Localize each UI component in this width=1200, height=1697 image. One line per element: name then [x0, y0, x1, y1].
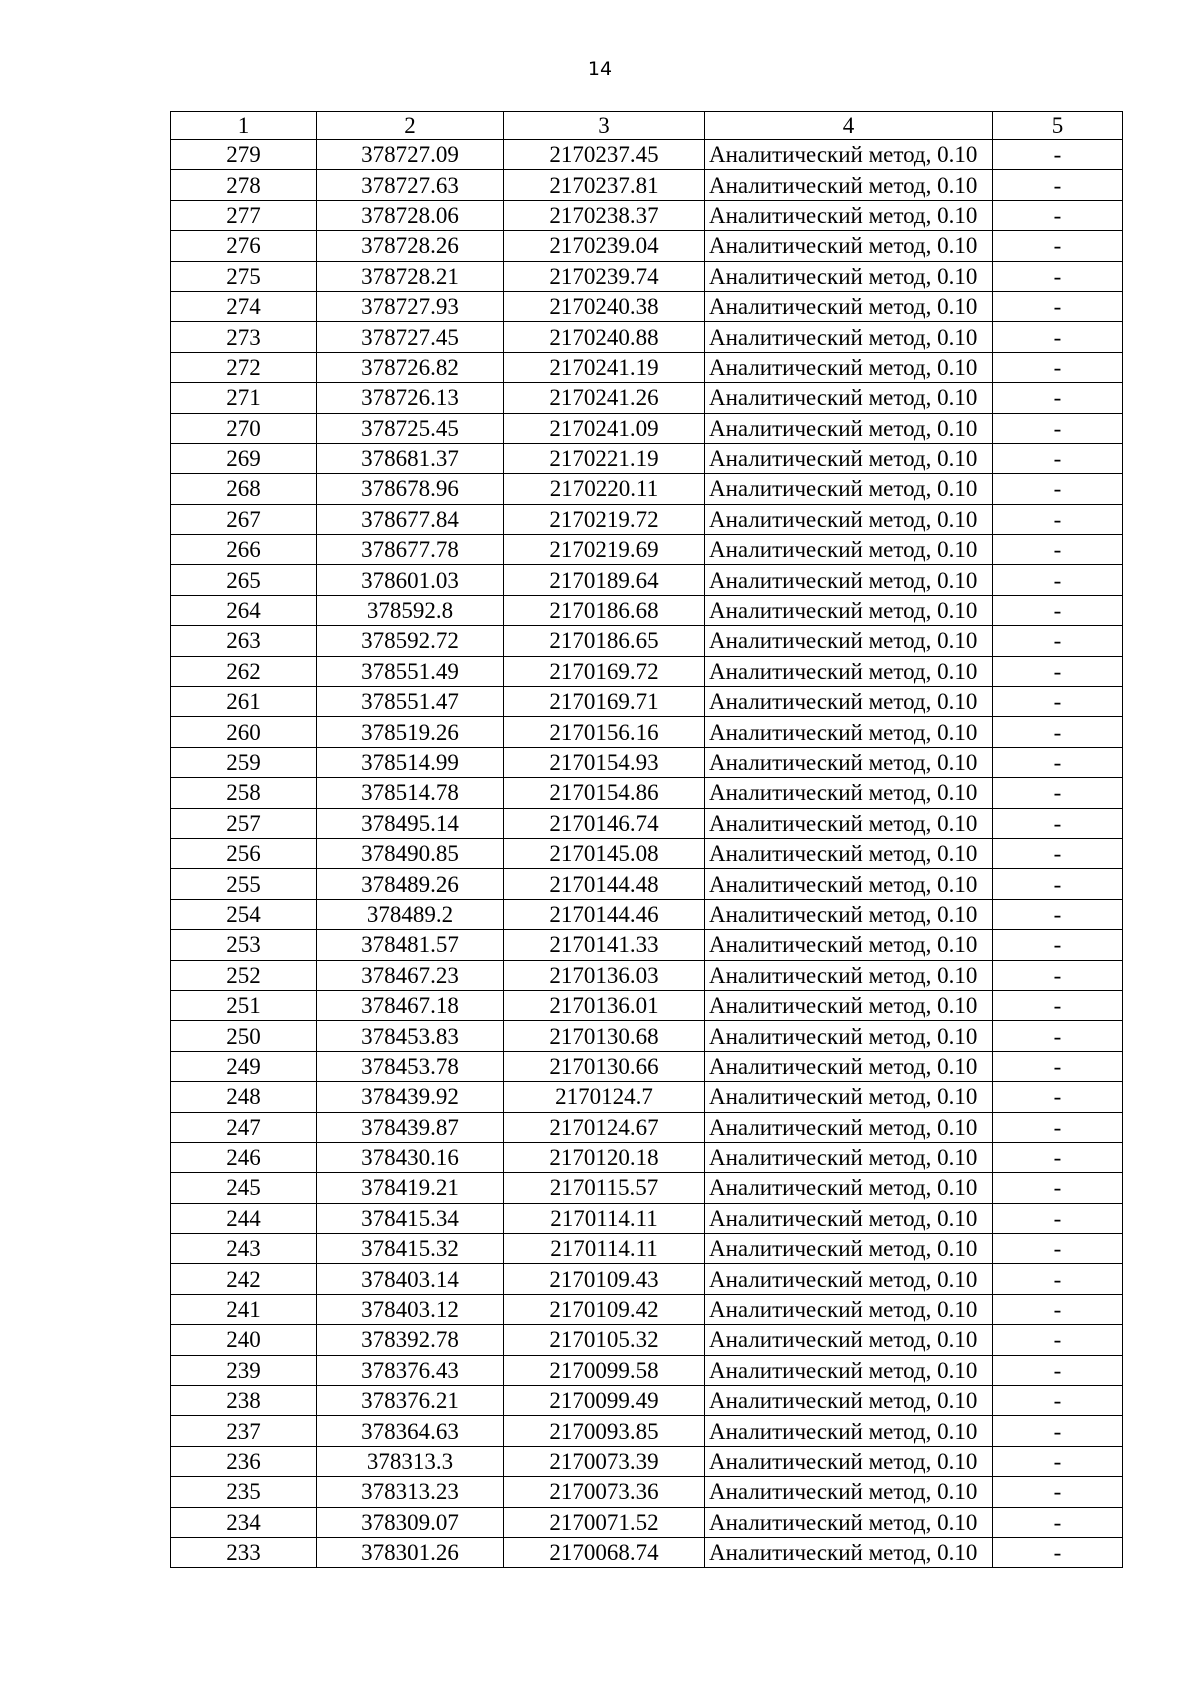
table-cell: 378551.47 — [317, 687, 504, 717]
table-row — [171, 838, 1123, 868]
page-number: 14 — [587, 58, 613, 80]
table-cell: 266 — [171, 535, 317, 565]
table-cell: - — [993, 1537, 1123, 1567]
table-row — [171, 1203, 1123, 1233]
table-cell: 378678.96 — [317, 474, 504, 504]
table-cell: 257 — [171, 808, 317, 838]
table-cell: 2170115.57 — [504, 1173, 705, 1203]
table-cell: 262 — [171, 656, 317, 686]
table-cell: - — [993, 565, 1123, 595]
table-cell: 2170130.66 — [504, 1051, 705, 1081]
table-cell: - — [993, 504, 1123, 534]
table-cell: 378392.78 — [317, 1325, 504, 1355]
table-row — [171, 869, 1123, 899]
table-cell: 378415.32 — [317, 1234, 504, 1264]
table-cell: 378481.57 — [317, 930, 504, 960]
table-cell: 2170144.48 — [504, 869, 705, 899]
table-cell: 258 — [171, 778, 317, 808]
table-cell: 378489.2 — [317, 899, 504, 929]
table-cell: - — [993, 1264, 1123, 1294]
table-cell: 378519.26 — [317, 717, 504, 747]
table-row — [171, 291, 1123, 321]
table-cell: Аналитический метод, 0.10 — [705, 1112, 993, 1142]
table-cell: Аналитический метод, 0.10 — [705, 140, 993, 170]
table-cell: Аналитический метод, 0.10 — [705, 291, 993, 321]
table-cell: Аналитический метод, 0.10 — [705, 808, 993, 838]
table-cell: - — [993, 687, 1123, 717]
table-row — [171, 1082, 1123, 1112]
table-cell: - — [993, 1507, 1123, 1537]
table-cell: Аналитический метод, 0.10 — [705, 1507, 993, 1537]
table-cell: 271 — [171, 383, 317, 413]
table-cell: 2170120.18 — [504, 1142, 705, 1172]
table-cell: 2170109.43 — [504, 1264, 705, 1294]
table-cell: 2170124.67 — [504, 1112, 705, 1142]
table-cell: 2170146.74 — [504, 808, 705, 838]
table-cell: - — [993, 231, 1123, 261]
table-row — [171, 1416, 1123, 1446]
table-cell: 279 — [171, 140, 317, 170]
table-cell: 277 — [171, 200, 317, 230]
table-cell: Аналитический метод, 0.10 — [705, 717, 993, 747]
table-cell: - — [993, 1477, 1123, 1507]
table-cell: 378727.09 — [317, 140, 504, 170]
table-cell: 2170221.19 — [504, 443, 705, 473]
table-cell: 270 — [171, 413, 317, 443]
table-cell: 2170073.39 — [504, 1446, 705, 1476]
table-cell: - — [993, 1294, 1123, 1324]
table-cell: 378726.82 — [317, 352, 504, 382]
table-cell: 237 — [171, 1416, 317, 1446]
table-cell: - — [993, 717, 1123, 747]
table-row — [171, 747, 1123, 777]
table-cell: - — [993, 626, 1123, 656]
table-cell: - — [993, 960, 1123, 990]
table-cell: 378495.14 — [317, 808, 504, 838]
table-row — [171, 1234, 1123, 1264]
table-cell: 251 — [171, 990, 317, 1020]
table-cell: 378439.92 — [317, 1082, 504, 1112]
table-cell: - — [993, 170, 1123, 200]
table-cell: Аналитический метод, 0.10 — [705, 778, 993, 808]
table-row — [171, 990, 1123, 1020]
table-cell: 247 — [171, 1112, 317, 1142]
table-cell: Аналитический метод, 0.10 — [705, 1051, 993, 1081]
table-cell: - — [993, 352, 1123, 382]
table-cell: Аналитический метод, 0.10 — [705, 1082, 993, 1112]
table-row — [171, 595, 1123, 625]
header-cell: 1 — [171, 112, 317, 140]
table-row — [171, 231, 1123, 261]
table-cell: - — [993, 1355, 1123, 1385]
table-cell: 378592.8 — [317, 595, 504, 625]
table-cell: 249 — [171, 1051, 317, 1081]
table-cell: Аналитический метод, 0.10 — [705, 687, 993, 717]
table-row — [171, 717, 1123, 747]
table-cell: - — [993, 1173, 1123, 1203]
table-row — [171, 261, 1123, 291]
table-cell: Аналитический метод, 0.10 — [705, 322, 993, 352]
table-row — [171, 535, 1123, 565]
table-cell: 378419.21 — [317, 1173, 504, 1203]
header-cell: 5 — [993, 112, 1123, 140]
table-cell: 378467.23 — [317, 960, 504, 990]
table-cell: 253 — [171, 930, 317, 960]
table-cell: 2170141.33 — [504, 930, 705, 960]
table-cell: 2170130.68 — [504, 1021, 705, 1051]
table-cell: Аналитический метод, 0.10 — [705, 869, 993, 899]
header-cell: 3 — [504, 112, 705, 140]
table-cell: 378727.45 — [317, 322, 504, 352]
table-row — [171, 1294, 1123, 1324]
table-cell: 243 — [171, 1234, 317, 1264]
table-cell: 2170124.7 — [504, 1082, 705, 1112]
table-cell: 2170073.36 — [504, 1477, 705, 1507]
table-cell: 245 — [171, 1173, 317, 1203]
table-cell: Аналитический метод, 0.10 — [705, 565, 993, 595]
table-cell: - — [993, 1446, 1123, 1476]
table-cell: 233 — [171, 1537, 317, 1567]
table-cell: 378313.23 — [317, 1477, 504, 1507]
table-cell: - — [993, 200, 1123, 230]
table-cell: Аналитический метод, 0.10 — [705, 1234, 993, 1264]
table-cell: - — [993, 443, 1123, 473]
table-cell: 2170189.64 — [504, 565, 705, 595]
table-cell: - — [993, 322, 1123, 352]
table-cell: 378727.63 — [317, 170, 504, 200]
table-cell: Аналитический метод, 0.10 — [705, 1416, 993, 1446]
table-cell: 378364.63 — [317, 1416, 504, 1446]
table-cell: 378681.37 — [317, 443, 504, 473]
table-cell: 269 — [171, 443, 317, 473]
table-cell: - — [993, 869, 1123, 899]
table-cell: 241 — [171, 1294, 317, 1324]
table-cell: - — [993, 261, 1123, 291]
table-cell: 378313.3 — [317, 1446, 504, 1476]
table-row — [171, 1386, 1123, 1416]
table-cell: Аналитический метод, 0.10 — [705, 1537, 993, 1567]
table-cell: 2170099.58 — [504, 1355, 705, 1385]
table-cell: 2170136.03 — [504, 960, 705, 990]
table-row — [171, 170, 1123, 200]
table-cell: 378309.07 — [317, 1507, 504, 1537]
table-cell: Аналитический метод, 0.10 — [705, 535, 993, 565]
table-cell: 378677.78 — [317, 535, 504, 565]
table-cell: 2170219.69 — [504, 535, 705, 565]
table-cell: 260 — [171, 717, 317, 747]
table-cell: - — [993, 1325, 1123, 1355]
table-cell: - — [993, 383, 1123, 413]
table-cell: - — [993, 990, 1123, 1020]
table-cell: - — [993, 1416, 1123, 1446]
table-cell: Аналитический метод, 0.10 — [705, 170, 993, 200]
table-row — [171, 413, 1123, 443]
table-cell: 2170144.46 — [504, 899, 705, 929]
table-cell: 2170154.86 — [504, 778, 705, 808]
table-cell: - — [993, 413, 1123, 443]
table-cell: Аналитический метод, 0.10 — [705, 474, 993, 504]
table-row — [171, 200, 1123, 230]
table-cell: 378439.87 — [317, 1112, 504, 1142]
table-cell: 267 — [171, 504, 317, 534]
table-row — [171, 1477, 1123, 1507]
table-cell: 2170093.85 — [504, 1416, 705, 1446]
table-cell: - — [993, 930, 1123, 960]
table-cell: 2170239.74 — [504, 261, 705, 291]
table-cell: 2170219.72 — [504, 504, 705, 534]
table-cell: 2170239.04 — [504, 231, 705, 261]
table-cell: 246 — [171, 1142, 317, 1172]
table-cell: Аналитический метод, 0.10 — [705, 383, 993, 413]
table-cell: 378467.18 — [317, 990, 504, 1020]
table-cell: 2170238.37 — [504, 200, 705, 230]
table-cell: Аналитический метод, 0.10 — [705, 960, 993, 990]
table-cell: 378592.72 — [317, 626, 504, 656]
table-cell: Аналитический метод, 0.10 — [705, 747, 993, 777]
table-cell: 2170114.11 — [504, 1234, 705, 1264]
table-cell: 264 — [171, 595, 317, 625]
table-cell: 2170156.16 — [504, 717, 705, 747]
table-row — [171, 140, 1123, 170]
table-row — [171, 960, 1123, 990]
table-cell: 234 — [171, 1507, 317, 1537]
table-cell: 378601.03 — [317, 565, 504, 595]
table-cell: 378301.26 — [317, 1537, 504, 1567]
table-cell: Аналитический метод, 0.10 — [705, 990, 993, 1020]
table-cell: Аналитический метод, 0.10 — [705, 1355, 993, 1385]
table-cell: 2170145.08 — [504, 838, 705, 868]
table-cell: 2170237.45 — [504, 140, 705, 170]
table-cell: 248 — [171, 1082, 317, 1112]
table-cell: 2170241.26 — [504, 383, 705, 413]
table-cell: Аналитический метод, 0.10 — [705, 930, 993, 960]
table-cell: Аналитический метод, 0.10 — [705, 1294, 993, 1324]
table-cell: 378376.43 — [317, 1355, 504, 1385]
table-cell: Аналитический метод, 0.10 — [705, 413, 993, 443]
table-cell: - — [993, 656, 1123, 686]
table-cell: 2170169.71 — [504, 687, 705, 717]
table-cell: - — [993, 1112, 1123, 1142]
table-cell: Аналитический метод, 0.10 — [705, 595, 993, 625]
table-row — [171, 1264, 1123, 1294]
table-cell: 378728.26 — [317, 231, 504, 261]
table-cell: 276 — [171, 231, 317, 261]
table-cell: - — [993, 778, 1123, 808]
table-cell: 2170109.42 — [504, 1294, 705, 1324]
table-cell: 275 — [171, 261, 317, 291]
table-cell: 268 — [171, 474, 317, 504]
table-row — [171, 565, 1123, 595]
table-cell: Аналитический метод, 0.10 — [705, 231, 993, 261]
table-cell: 261 — [171, 687, 317, 717]
table-cell: 378453.83 — [317, 1021, 504, 1051]
table-row — [171, 808, 1123, 838]
table-row — [171, 443, 1123, 473]
table-cell: Аналитический метод, 0.10 — [705, 1203, 993, 1233]
table-cell: 236 — [171, 1446, 317, 1476]
table-cell: 2170154.93 — [504, 747, 705, 777]
table-cell: 278 — [171, 170, 317, 200]
table-cell: Аналитический метод, 0.10 — [705, 626, 993, 656]
table-row — [171, 1112, 1123, 1142]
table-cell: 378403.12 — [317, 1294, 504, 1324]
table-cell: - — [993, 899, 1123, 929]
table-row — [171, 1446, 1123, 1476]
table-cell: - — [993, 747, 1123, 777]
table-cell: 235 — [171, 1477, 317, 1507]
table-cell: 2170241.09 — [504, 413, 705, 443]
table-cell: - — [993, 1234, 1123, 1264]
table-row — [171, 1021, 1123, 1051]
table-cell: Аналитический метод, 0.10 — [705, 1477, 993, 1507]
table-cell: - — [993, 1142, 1123, 1172]
table-row — [171, 474, 1123, 504]
table-cell: - — [993, 838, 1123, 868]
table-cell: - — [993, 1021, 1123, 1051]
table-cell: - — [993, 1082, 1123, 1112]
table-cell: - — [993, 595, 1123, 625]
table-row — [171, 1173, 1123, 1203]
table-cell: 378514.99 — [317, 747, 504, 777]
table-row — [171, 504, 1123, 534]
table-row — [171, 626, 1123, 656]
table-cell: 259 — [171, 747, 317, 777]
table-cell: 378453.78 — [317, 1051, 504, 1081]
coordinates-table — [170, 111, 1123, 1568]
table-cell: Аналитический метод, 0.10 — [705, 656, 993, 686]
table-row — [171, 322, 1123, 352]
table-cell: Аналитический метод, 0.10 — [705, 261, 993, 291]
header-cell: 2 — [317, 112, 504, 140]
table-cell: 265 — [171, 565, 317, 595]
table-cell: 378677.84 — [317, 504, 504, 534]
table-row — [171, 1051, 1123, 1081]
table-row — [171, 899, 1123, 929]
table-cell: Аналитический метод, 0.10 — [705, 1173, 993, 1203]
table-cell: 378551.49 — [317, 656, 504, 686]
table-cell: 239 — [171, 1355, 317, 1385]
table-cell: Аналитический метод, 0.10 — [705, 838, 993, 868]
table-cell: Аналитический метод, 0.10 — [705, 352, 993, 382]
table-cell: Аналитический метод, 0.10 — [705, 1264, 993, 1294]
table-cell: 2170169.72 — [504, 656, 705, 686]
table-cell: Аналитический метод, 0.10 — [705, 1325, 993, 1355]
table-row — [171, 383, 1123, 413]
table-cell: 378376.21 — [317, 1386, 504, 1416]
table-cell: 272 — [171, 352, 317, 382]
table-cell: Аналитический метод, 0.10 — [705, 200, 993, 230]
table-cell: 378490.85 — [317, 838, 504, 868]
table-cell: 2170114.11 — [504, 1203, 705, 1233]
table-cell: 2170068.74 — [504, 1537, 705, 1567]
table-cell: 2170136.01 — [504, 990, 705, 1020]
table-cell: 2170220.11 — [504, 474, 705, 504]
table-cell: 255 — [171, 869, 317, 899]
header-cell: 4 — [705, 112, 993, 140]
table-cell: 378489.26 — [317, 869, 504, 899]
table-cell: 2170071.52 — [504, 1507, 705, 1537]
table-cell: 2170241.19 — [504, 352, 705, 382]
table-cell: 238 — [171, 1386, 317, 1416]
table-cell: 250 — [171, 1021, 317, 1051]
header-row — [171, 112, 1123, 140]
table-cell: 2170186.65 — [504, 626, 705, 656]
table-cell: Аналитический метод, 0.10 — [705, 443, 993, 473]
table-cell: 256 — [171, 838, 317, 868]
table-cell: 378728.06 — [317, 200, 504, 230]
table-cell: - — [993, 140, 1123, 170]
table-row — [171, 1325, 1123, 1355]
table-cell: Аналитический метод, 0.10 — [705, 1446, 993, 1476]
table-row — [171, 656, 1123, 686]
table-cell: 378415.34 — [317, 1203, 504, 1233]
table-cell: 244 — [171, 1203, 317, 1233]
table-cell: 378727.93 — [317, 291, 504, 321]
table-cell: 263 — [171, 626, 317, 656]
table-cell: 254 — [171, 899, 317, 929]
table-cell: 378725.45 — [317, 413, 504, 443]
table-row — [171, 1507, 1123, 1537]
table-cell: Аналитический метод, 0.10 — [705, 899, 993, 929]
table-row — [171, 778, 1123, 808]
table-cell: Аналитический метод, 0.10 — [705, 1142, 993, 1172]
table-cell: 252 — [171, 960, 317, 990]
table-row — [171, 1355, 1123, 1385]
table-cell: - — [993, 474, 1123, 504]
table-row — [171, 352, 1123, 382]
table-cell: 378514.78 — [317, 778, 504, 808]
table-row — [171, 1142, 1123, 1172]
table-cell: - — [993, 1203, 1123, 1233]
table-cell: 240 — [171, 1325, 317, 1355]
table-cell: 2170240.38 — [504, 291, 705, 321]
table-cell: 2170099.49 — [504, 1386, 705, 1416]
table-cell: 378403.14 — [317, 1264, 504, 1294]
table-cell: Аналитический метод, 0.10 — [705, 1021, 993, 1051]
table-cell: Аналитический метод, 0.10 — [705, 504, 993, 534]
table-cell: 378728.21 — [317, 261, 504, 291]
table-cell: - — [993, 1386, 1123, 1416]
table-cell: 2170105.32 — [504, 1325, 705, 1355]
table-body — [171, 140, 1123, 1568]
table-cell: - — [993, 291, 1123, 321]
table-cell: Аналитический метод, 0.10 — [705, 1386, 993, 1416]
table-cell: 273 — [171, 322, 317, 352]
table-row — [171, 930, 1123, 960]
table-cell: 378726.13 — [317, 383, 504, 413]
table-row — [171, 1537, 1123, 1567]
table-cell: - — [993, 535, 1123, 565]
table-cell: 2170240.88 — [504, 322, 705, 352]
table-cell: 378430.16 — [317, 1142, 504, 1172]
table-cell: 2170237.81 — [504, 170, 705, 200]
table-row — [171, 687, 1123, 717]
table-cell: - — [993, 808, 1123, 838]
table-cell: 242 — [171, 1264, 317, 1294]
table-cell: - — [993, 1051, 1123, 1081]
table-cell: 274 — [171, 291, 317, 321]
table-cell: 2170186.68 — [504, 595, 705, 625]
